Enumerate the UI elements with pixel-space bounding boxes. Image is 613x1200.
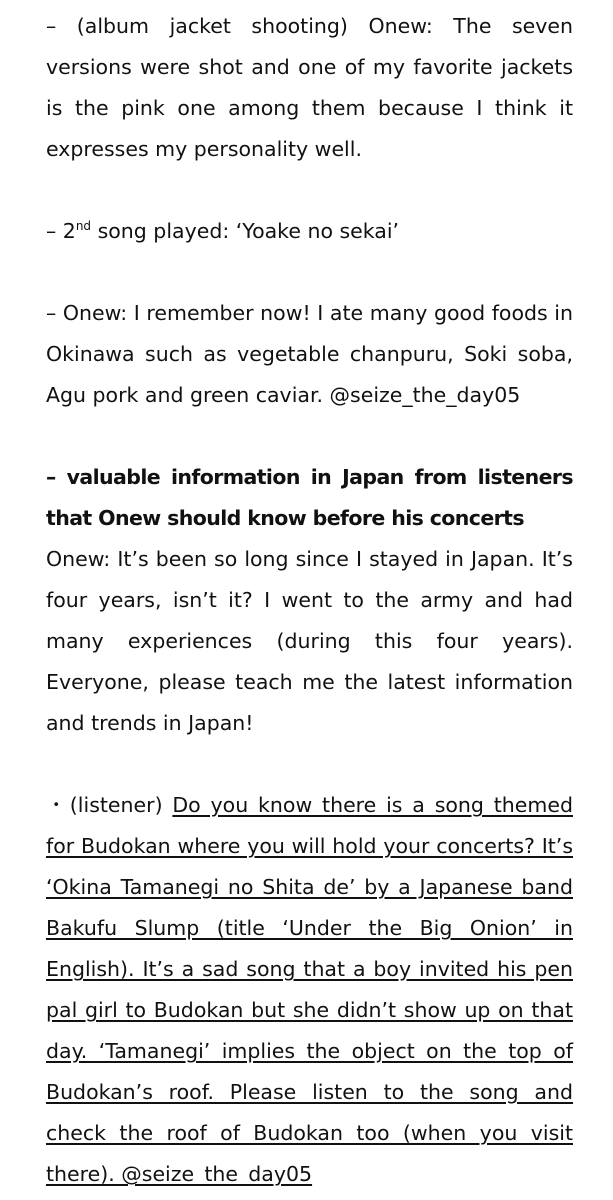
section-heading-valuable-information: – valuable information in Japan from listeners that Onew should know before his concerts [46, 465, 573, 530]
paragraph-gap [46, 170, 573, 211]
second-song-prefix: – 2 [46, 219, 76, 243]
paragraph-gap [46, 744, 573, 785]
listener-label: ・(listener) [46, 793, 173, 817]
paragraph-gap [46, 252, 573, 293]
paragraph-listener-budokan [46, 785, 573, 1195]
listener-message: Do you know there is a song themed for Budokan where you will hold your concerts? It’s ‘Okina Tamanegi no Shita de’ by a Japanese band Bakufu Slump (title ‘Under the Big Onion’ in English). It’s a sad song that a boy invited his pen pal girl to Budokan but she didn’t show up on that day. ‘Tamanegi’ implies the object on the top of Budokan’s roof. Please listen to the song and check the roof of Budokan too (when you visit there). @seize_the_day05 [46, 793, 573, 1186]
paragraph-album-jacket: – (album jacket shooting) Onew: The seven versions were shot and one of my favorite jackets is the pink one among them because I think it expresses my personality well. [46, 14, 573, 161]
second-song-title: song played: ‘Yoake no sekai’ [91, 219, 400, 243]
paragraph-gap [46, 416, 573, 457]
ordinal-superscript: nd [75, 219, 92, 234]
paragraph-okinawa-foods: – Onew: I remember now! I ate many good foods in Okinawa such as vegetable chanpuru, Soki soba, Agu pork and green caviar. @seize_the_day05 [46, 301, 573, 407]
paragraph-onew-japan-info: Onew: It’s been so long since I stayed in Japan. It’s four years, isn’t it? I went to the army and had many experiences (during this four years). Everyone, please teach me the latest information and trends in Japan! [46, 547, 573, 735]
paragraph-second-song [46, 211, 573, 252]
